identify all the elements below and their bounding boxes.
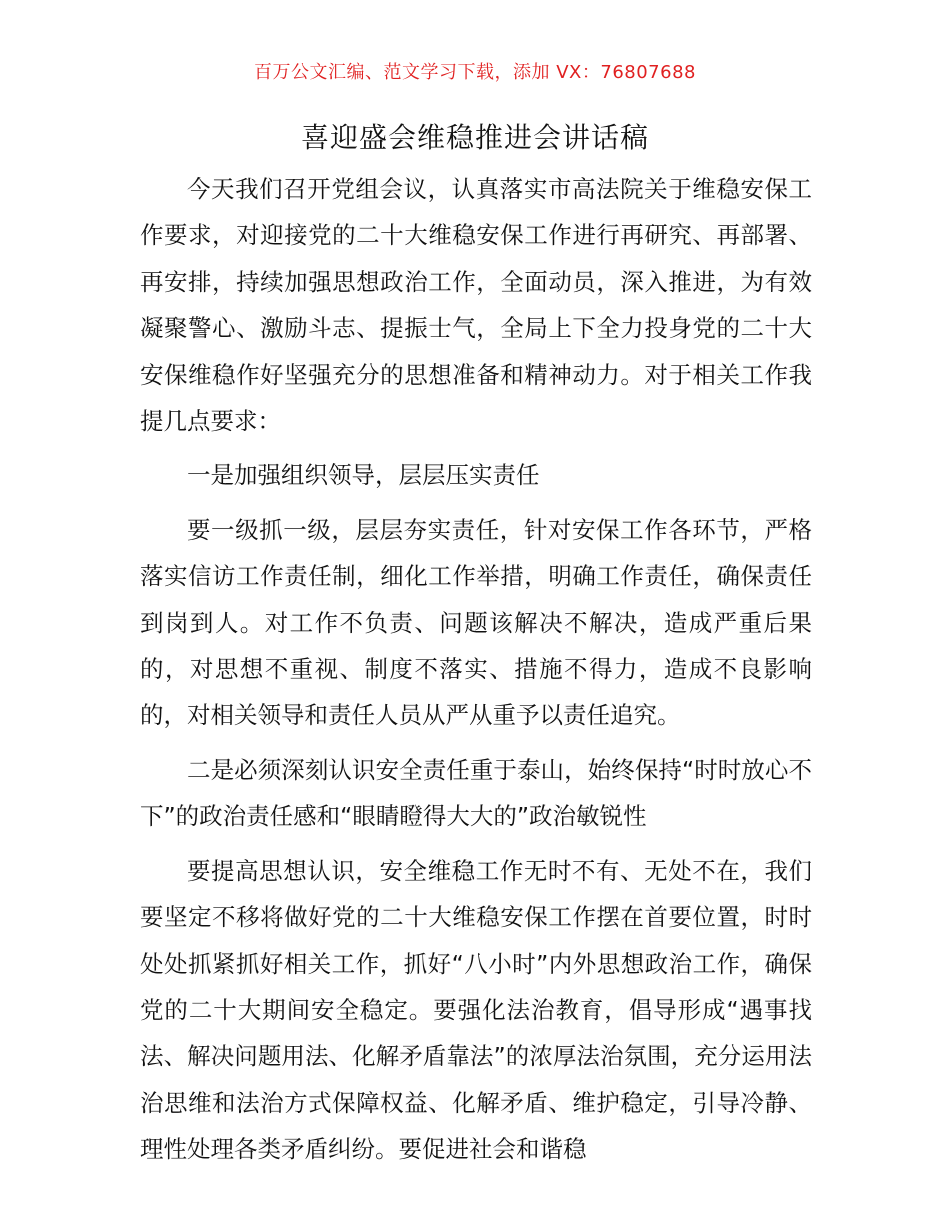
paragraph-section-1: 要一级抓一级，层层夯实责任，针对安保工作各环节，严格落实信访工作责任制，细化工作举措，明确工作责任，确保责任到岗到人。对工作不负责、问题该解决不解决，造成严重后果的，对思想不重视、制度不落实、措施不得力，造成不良影响的，对相关领导和责任人员从严从重予以责任追究。	[140, 515, 812, 730]
header-note: 百万公文汇编、范文学习下载，添加 VX：76807688	[254, 62, 696, 83]
document-title: 喜迎盛会维稳推进会讲话稿	[300, 121, 649, 154]
document-body	[140, 166, 812, 1181]
paragraph-section-2: 要提高思想认识，安全维稳工作无时不有、无处不在，我们要坚定不移将做好党的二十大维稳安保工作摆在首要位置，时时处处抓紧抓好相关工作，抓好“八小时”内外思想政治工作，确保党的二十大期间安全稳定。要强化法治教育，倡导形成“遇事找法、解决问题用法、化解矛盾靠法”的浓厚法治氛围，充分运用法治思维和法治方式保障权益、化解矛盾、维护稳定，引导冷静、理性处理各类矛盾纠纷。要促进社会和谐稳	[140, 856, 812, 1164]
paragraph-heading-1: 一是加强组织领导，层层压实责任	[187, 461, 540, 490]
paragraph-heading-2: 二是必须深刻认识安全责任重于泰山，始终保持“时时放心不下”的政治责任感和“眼睛瞪得大大的”政治敏锐性	[140, 755, 812, 831]
paragraph-intro: 今天我们召开党组会议，认真落实市高法院关于维稳安保工作要求，对迎接党的二十大维稳安保工作进行再研究、再部署、再安排，持续加强思想政治工作，全面动员，深入推进，为有效凝聚警心、激励斗志、提振士气，全局上下全力投身党的二十大安保维稳作好坚强充分的思想准备和精神动力。对于相关工作我提几点要求：	[140, 175, 812, 436]
